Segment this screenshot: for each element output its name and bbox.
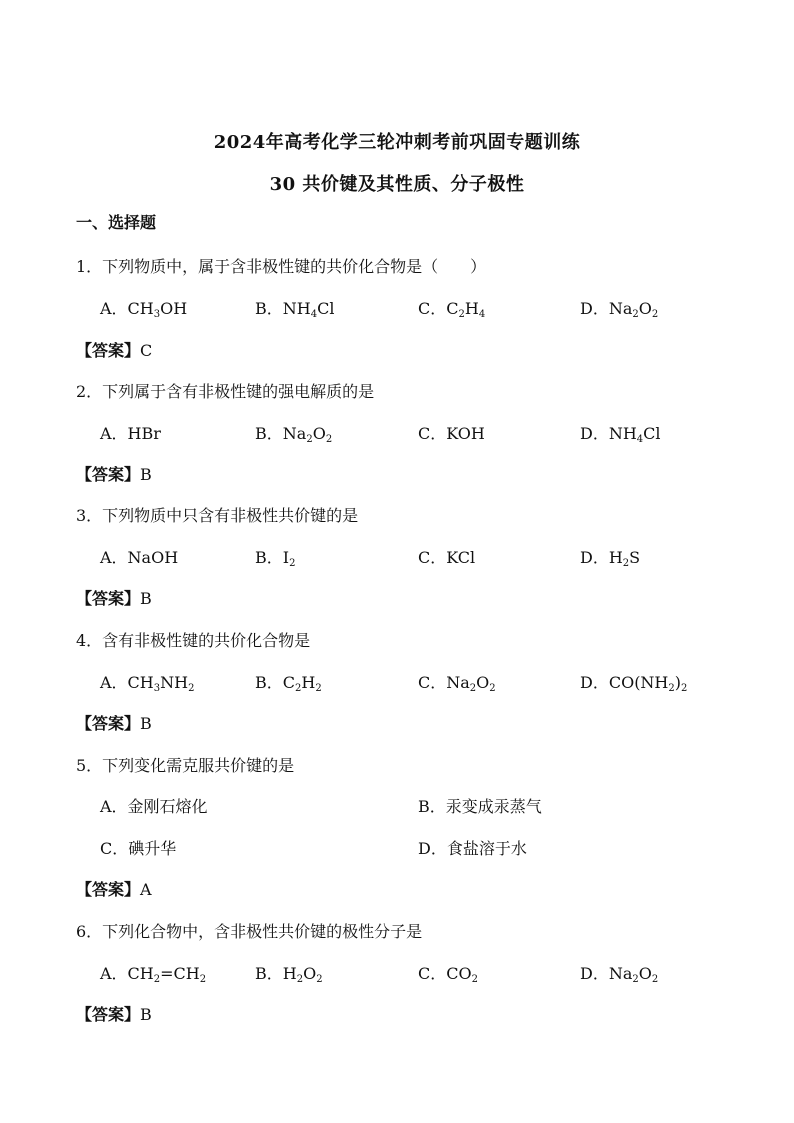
question-4-option-d: D．$CO(NH_2)_2$	[580, 673, 688, 694]
question-1-option-b: B．$NH_4Cl$	[255, 299, 335, 320]
question-5-answer	[76, 877, 152, 900]
question-6-option-d: D．$Na_2O_2$	[580, 964, 659, 985]
answer-label: 【答案】	[76, 880, 141, 899]
question-3-option-a: A．NaOH	[100, 548, 179, 567]
question-1-stem: 1．下列物质中，属于含非极性键的共价化合物是（ ）	[76, 257, 487, 276]
question-5-option-d: D．食盐溶于水	[418, 839, 527, 858]
question-2-answer	[76, 462, 152, 485]
section-heading: 一、选择题	[76, 213, 157, 232]
question-4-stem: 4．含有非极性键的共价化合物是	[76, 631, 311, 650]
document-title: 2024年高考化学三轮冲刺考前巩固专题训练	[213, 132, 581, 153]
question-5-option-b: B．汞变成汞蒸气	[418, 797, 542, 816]
question-4-option-b: B．$C_2H_2$	[255, 673, 322, 694]
question-5-options-row1	[100, 794, 740, 818]
question-2-option-c: C．KOH	[418, 424, 485, 443]
question-5-option-c: C．碘升华	[100, 839, 177, 858]
question-6-option-b: B．$H_2O_2$	[255, 964, 323, 985]
document-subtitle: 30 共价键及其性质、分子极性	[269, 174, 525, 195]
question-6-stem: 6．下列化合物中，含非极性共价键的极性分子是	[76, 922, 423, 941]
question-1-options	[100, 296, 740, 320]
question-2-stem: 2．下列属于含有非极性键的强电解质的是	[76, 382, 375, 401]
question-2-options	[100, 421, 740, 445]
question-2-option-a: A．HBr	[100, 424, 161, 443]
question-3-option-c: C．KCl	[418, 548, 476, 567]
answer-label: 【答案】	[76, 589, 141, 608]
question-1-answer	[76, 338, 152, 361]
question-3-options	[100, 545, 740, 569]
question-3-option-b: B．$I_2$	[255, 548, 296, 569]
answer-value: B	[140, 465, 152, 484]
question-5-options-row2	[100, 836, 740, 860]
question-2-option-d: D．$NH_4Cl$	[580, 424, 661, 445]
question-6-options	[100, 961, 740, 985]
question-6-answer	[76, 1002, 152, 1025]
question-4-options	[100, 670, 740, 694]
answer-label: 【答案】	[76, 465, 141, 484]
question-4-option-c: C．$Na_2O_2$	[418, 673, 496, 694]
question-5-stem: 5．下列变化需克服共价键的是	[76, 756, 295, 775]
answer-value: B	[140, 589, 152, 608]
question-3-stem: 3．下列物质中只含有非极性共价键的是	[76, 506, 359, 525]
answer-value: A	[140, 880, 152, 899]
question-4-option-a: A．$CH_3NH_2$	[100, 673, 195, 694]
question-6-option-a: A．$CH_2=CH_2$	[100, 964, 207, 985]
question-1-option-d: D．$Na_2O_2$	[580, 299, 659, 320]
answer-label: 【答案】	[76, 1005, 141, 1024]
question-2-option-b: B．$Na_2O_2$	[255, 424, 333, 445]
question-6-option-c: C．$CO_2$	[418, 964, 478, 985]
answer-value: B	[140, 1005, 152, 1024]
answer-label: 【答案】	[76, 341, 141, 360]
question-3-answer	[76, 586, 152, 609]
question-5-option-a: A．金刚石熔化	[100, 797, 208, 816]
answer-value: B	[140, 714, 152, 733]
answer-value: C	[140, 341, 153, 360]
question-4-answer	[76, 711, 152, 734]
question-3-option-d: D．$H_2S$	[580, 548, 641, 569]
question-1-option-a: A．$CH_3OH$	[100, 299, 188, 320]
question-1-option-c: C．$C_2H_4$	[418, 299, 486, 320]
answer-label: 【答案】	[76, 714, 141, 733]
